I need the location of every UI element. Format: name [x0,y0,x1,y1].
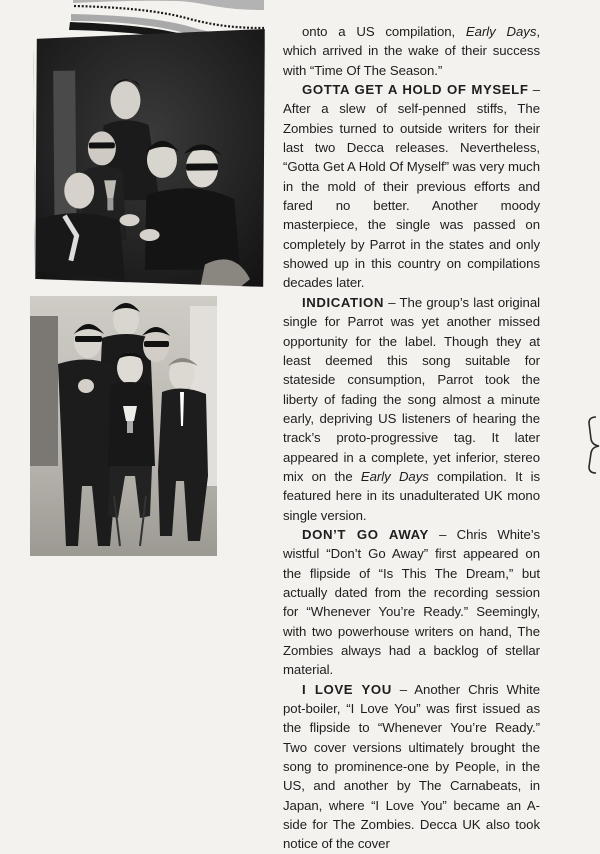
song-heading: INDICATION [302,294,384,310]
liner-notes-text-column [283,22,540,854]
paragraph-i-love-you [283,680,540,854]
paragraph-indication [283,293,540,525]
band-photo-top [33,29,267,296]
text-segment: – Chris White’s wistful “Don’t Go Away” first appeared on the flipside of “Is This The Dream,” but actually dated from the recording session for “Whenever You’re Ready.” Seemingly, with two powerhouse writers on hand, The Zombies always had a backlog of stellar material. [283,526,540,678]
band-photo-bottom-image [30,296,217,556]
text-segment: compilation. It is featured here in its unadulterated UK mono single version. [283,468,540,523]
stripe-grey-top [73,0,264,10]
text-segment: , which arrived in the wake of their success with “Time Of The Season.” [283,24,540,78]
text-segment: – Another Chris White pot-boiler, “I Love You” was first issued as the flipside to “Whenever You’re Ready.” Two cover versions ultimately brought the song to prominence-one by People, in the US, and another by The Carnabeats, in Japan, where “I Love You” became an A-side for The Zombies. Decca UK also took notice of the cover [283,681,540,852]
album-title-early-days: Early Days [465,24,537,39]
album-title-early-days: Early Days [360,468,429,484]
text-segment: – After a slew of self-penned stiffs, The Zombies turned to outside writers for their last two Decca releases. Nevertheless, “Gotta Get A Hold Of Myself” was very much in the mold of their previous efforts and fared no better. Another moody masterpiece, the single was passed on completely by Parrot in the states and only showed up in this country on compilations decades later. [283,82,540,291]
band-photo-bottom [30,296,217,556]
text-segment: – The group’s last original single for Parrot was yet another missed opportunity for the label. Though they at least deemed this song suitable for stateside consumption, Parrot took the liberty of fading the song almost a minute early, depriving US listeners of hearing the track’s proto-progressive tag. It later appeared in a complete, yet inferior, stereo mix on the [283,294,540,484]
band-photo-top-image [33,29,267,296]
song-heading: GOTTA GET A HOLD OF MYSELF [302,82,529,98]
paragraph-gotta-get-a-hold-of-myself [283,80,540,293]
page-edge-bracket-mark [586,415,600,475]
paragraph-intro-continuation [283,22,540,80]
paragraph-dont-go-away [283,525,540,680]
song-heading: I LOVE YOU [302,681,392,697]
song-heading: DON’T GO AWAY [302,526,429,542]
text-segment: onto a US compilation, [302,24,466,39]
